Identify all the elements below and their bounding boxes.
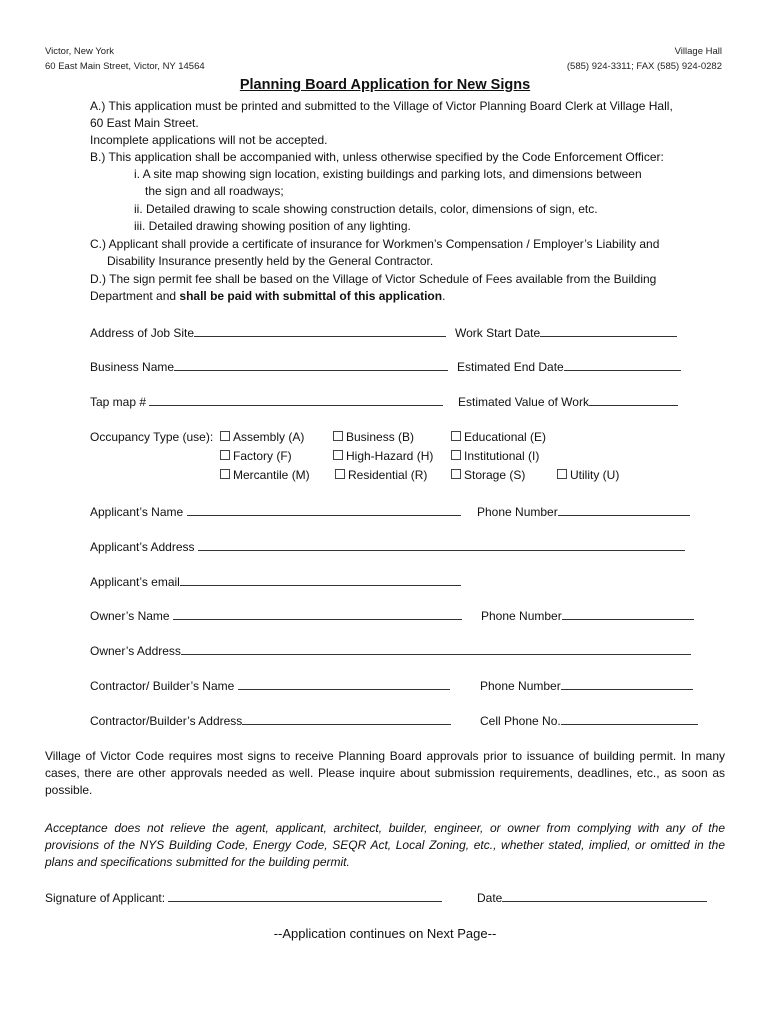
instruction-d-line1: D.) The sign permit fee shall be based on the Village of Victor Schedule of Fees available from the Building bbox=[90, 272, 657, 286]
work-start-date-label: Work Start Date bbox=[455, 326, 541, 340]
applicant-email-line[interactable] bbox=[180, 573, 461, 586]
date-label: Date bbox=[477, 891, 503, 905]
date-line[interactable] bbox=[502, 889, 707, 902]
applicant-address-field[interactable] bbox=[90, 538, 685, 554]
owner-name-label: Owner’s Name bbox=[90, 609, 170, 623]
instruction-a-line2: 60 East Main Street. bbox=[90, 116, 199, 130]
applicant-address-line[interactable] bbox=[198, 538, 685, 551]
date-field[interactable] bbox=[477, 889, 707, 905]
occupancy-residential[interactable] bbox=[335, 468, 427, 482]
occupancy-factory[interactable] bbox=[220, 449, 292, 463]
village-hall-label: Village Hall bbox=[674, 46, 722, 57]
owner-phone-line[interactable] bbox=[562, 607, 694, 620]
instruction-c-line2: Disability Insurance presently held by the General Contractor. bbox=[107, 254, 434, 268]
owner-phone-label: Phone Number bbox=[481, 609, 562, 623]
estimated-value-field[interactable] bbox=[458, 393, 678, 409]
contractor-name-line[interactable] bbox=[238, 677, 450, 690]
signature-line[interactable] bbox=[168, 889, 442, 902]
owner-address-field[interactable] bbox=[90, 642, 691, 658]
instruction-b-ii: ii. Detailed drawing to scale showing construction details, color, dimensions of sign, etc. bbox=[134, 202, 598, 216]
contractor-phone-label: Phone Number bbox=[480, 679, 561, 693]
tap-map-line[interactable] bbox=[149, 393, 443, 406]
occupancy-business[interactable] bbox=[333, 430, 414, 444]
occupancy-assembly-label: Assembly (A) bbox=[233, 430, 305, 444]
occupancy-high-hazard[interactable] bbox=[333, 449, 433, 463]
signature-label: Signature of Applicant: bbox=[45, 891, 166, 905]
occupancy-high-hazard-label: High-Hazard (H) bbox=[346, 449, 434, 463]
contractor-name-field[interactable] bbox=[90, 677, 450, 693]
contractor-address-field[interactable] bbox=[90, 712, 451, 728]
checkbox-icon[interactable] bbox=[333, 431, 343, 441]
contractor-address-label: Contractor/Builder’s Address bbox=[90, 714, 243, 728]
owner-phone-field[interactable] bbox=[481, 607, 694, 623]
occupancy-assembly[interactable] bbox=[220, 430, 304, 444]
checkbox-icon[interactable] bbox=[335, 469, 345, 479]
occupancy-business-label: Business (B) bbox=[346, 430, 415, 444]
checkbox-icon[interactable] bbox=[557, 469, 567, 479]
owner-name-field[interactable] bbox=[90, 607, 462, 623]
business-name-label: Business Name bbox=[90, 360, 175, 374]
occupancy-utility[interactable] bbox=[557, 468, 619, 482]
occupancy-utility-label: Utility (U) bbox=[570, 468, 620, 482]
contractor-phone-line[interactable] bbox=[561, 677, 693, 690]
instruction-b-i: i. A site map showing sign location, existing buildings and parking lots, and dimensions between bbox=[134, 167, 642, 181]
applicant-address-label: Applicant’s Address bbox=[90, 540, 195, 554]
checkbox-icon[interactable] bbox=[220, 431, 230, 441]
occupancy-educational-label: Educational (E) bbox=[464, 430, 547, 444]
estimated-end-date-line[interactable] bbox=[564, 358, 681, 371]
occupancy-mercantile-label: Mercantile (M) bbox=[233, 468, 310, 482]
instruction-b-iii: iii. Detailed drawing showing position of any lighting. bbox=[134, 219, 411, 233]
instruction-d-pre: Department and bbox=[90, 289, 180, 303]
contractor-phone-field[interactable] bbox=[480, 677, 693, 693]
occupancy-mercantile[interactable] bbox=[220, 468, 310, 482]
cell-phone-label: Cell Phone No. bbox=[480, 714, 561, 728]
tap-map-field[interactable] bbox=[90, 393, 443, 409]
checkbox-icon[interactable] bbox=[451, 450, 461, 460]
cell-phone-line[interactable] bbox=[561, 712, 698, 725]
owner-name-line[interactable] bbox=[173, 607, 462, 620]
checkbox-icon[interactable] bbox=[451, 431, 461, 441]
instruction-a-line1: A.) This application must be printed and submitted to the Village of Victor Planning Board Clerk at Village Hall, bbox=[90, 99, 673, 113]
municipality-name: Victor, New York bbox=[45, 46, 115, 57]
address-job-site-label: Address of Job Site bbox=[90, 326, 195, 340]
planning-board-notice: Village of Victor Code requires most signs to receive Planning Board approvals prior to issuance of building permit. In many cases, there are other approvals needed as well. Please inquire about submission requirements, deadlines, etc., as soon as possible. bbox=[45, 749, 725, 797]
applicant-phone-line[interactable] bbox=[558, 503, 690, 516]
municipality-address: 60 East Main Street, Victor, NY 14564 bbox=[45, 61, 205, 72]
applicant-name-line[interactable] bbox=[187, 503, 461, 516]
estimated-end-date-label: Estimated End Date bbox=[457, 360, 564, 374]
occupancy-residential-label: Residential (R) bbox=[348, 468, 428, 482]
owner-address-label: Owner’s Address bbox=[90, 644, 181, 658]
checkbox-icon[interactable] bbox=[220, 450, 230, 460]
estimated-end-date-field[interactable] bbox=[457, 358, 681, 374]
instruction-c-line1: C.) Applicant shall provide a certificate of insurance for Workmen’s Compensation / Employer’s Liability and bbox=[90, 237, 660, 251]
contractor-address-line[interactable] bbox=[242, 712, 451, 725]
applicant-email-label: Applicant’s email bbox=[90, 575, 180, 589]
signature-field[interactable] bbox=[45, 889, 442, 905]
instruction-b: B.) This application shall be accompanied with, unless otherwise specified by the Code Enforcement Officer: bbox=[90, 150, 664, 164]
instruction-d-line2 bbox=[90, 289, 445, 303]
instruction-a-line3: Incomplete applications will not be accepted. bbox=[90, 133, 328, 147]
work-start-date-field[interactable] bbox=[455, 324, 677, 340]
acceptance-disclaimer: Acceptance does not relieve the agent, applicant, architect, builder, engineer, or owner from complying with any of the provisions of the NYS Building Code, Energy Code, SEQR Act, Local Zoning, etc., whether stated, implied, or omitted in the plans and specifications submitted for the building permit. bbox=[45, 821, 725, 869]
business-name-line[interactable] bbox=[174, 358, 448, 371]
applicant-phone-field[interactable] bbox=[477, 503, 690, 519]
contractor-name-label: Contractor/ Builder’s Name bbox=[90, 679, 235, 693]
applicant-name-field[interactable] bbox=[90, 503, 461, 519]
cell-phone-field[interactable] bbox=[480, 712, 698, 728]
page-title: Planning Board Application for New Signs bbox=[239, 77, 531, 93]
occupancy-educational[interactable] bbox=[451, 430, 546, 444]
tap-map-label: Tap map # bbox=[90, 395, 147, 409]
instruction-d-bold: shall be paid with submittal of this application bbox=[179, 289, 443, 303]
estimated-value-label: Estimated Value of Work bbox=[458, 395, 589, 409]
instruction-d-post: . bbox=[442, 289, 446, 303]
business-name-field[interactable] bbox=[90, 358, 448, 374]
occupancy-institutional-label: Institutional (I) bbox=[464, 449, 540, 463]
applicant-name-label: Applicant’s Name bbox=[90, 505, 184, 519]
occupancy-institutional[interactable] bbox=[451, 449, 539, 463]
occupancy-storage[interactable] bbox=[451, 468, 525, 482]
checkbox-icon[interactable] bbox=[333, 450, 343, 460]
estimated-value-line[interactable] bbox=[589, 393, 678, 406]
continues-next-page: --Application continues on Next Page-- bbox=[273, 926, 497, 941]
checkbox-icon[interactable] bbox=[451, 469, 461, 479]
occupancy-storage-label: Storage (S) bbox=[464, 468, 526, 482]
owner-address-line[interactable] bbox=[181, 642, 691, 655]
work-start-date-line[interactable] bbox=[540, 324, 677, 337]
checkbox-icon[interactable] bbox=[220, 469, 230, 479]
applicant-phone-label: Phone Number bbox=[477, 505, 558, 519]
applicant-email-field[interactable] bbox=[90, 573, 461, 589]
address-job-site-field[interactable] bbox=[90, 324, 446, 340]
address-job-site-line[interactable] bbox=[194, 324, 446, 337]
instruction-b-i-cont: the sign and all roadways; bbox=[145, 184, 284, 198]
occupancy-label: Occupancy Type (use): bbox=[90, 430, 214, 444]
occupancy-factory-label: Factory (F) bbox=[233, 449, 292, 463]
village-hall-phone: (585) 924-3311; FAX (585) 924-0282 bbox=[566, 61, 722, 72]
